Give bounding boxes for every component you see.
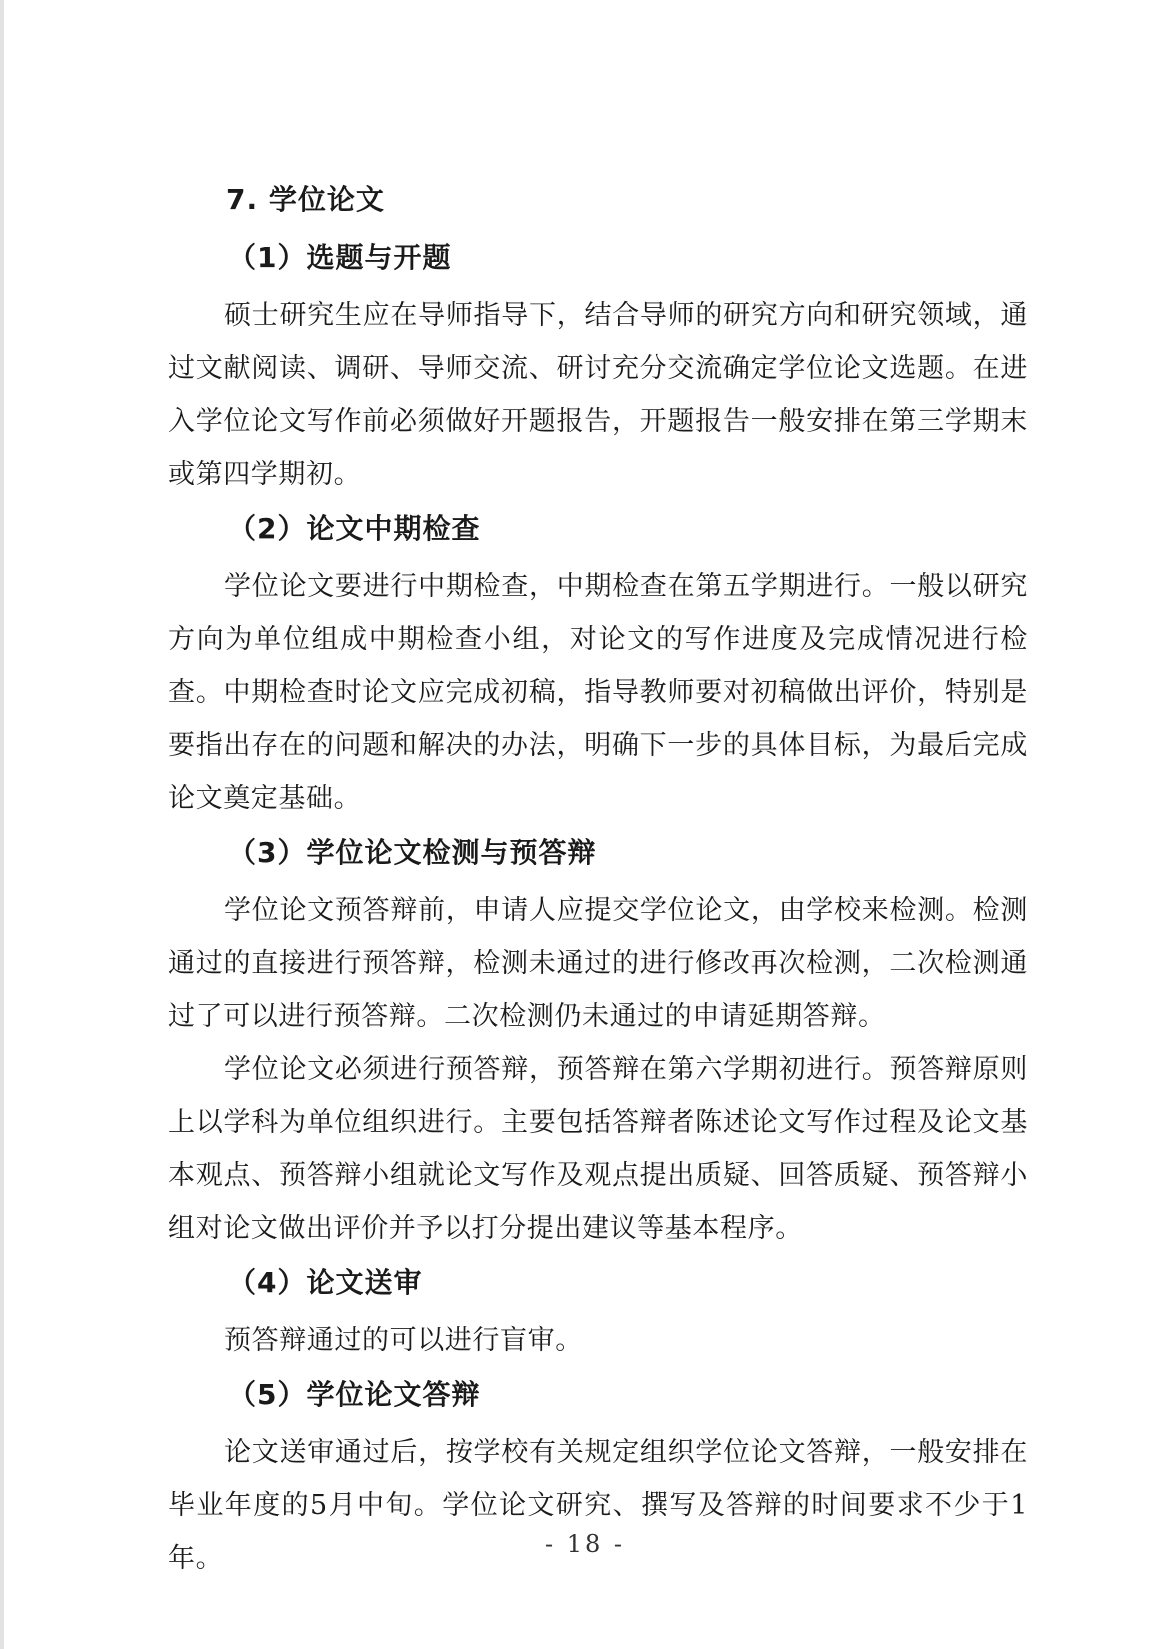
- page-content: [168, 170, 1028, 1585]
- subsection-heading-review: （4）论文送审: [228, 1266, 423, 1299]
- subsection-heading-detection-pre-defense: （3）学位论文检测与预答辩: [228, 836, 597, 869]
- paragraph-pre-defense: 学位论文必须进行预答辩，预答辩在第六学期初进行。预答辩原则上以学科为单位组织进行。主要包括答辩者陈述论文写作过程及论文基本观点、预答辩小组就论文写作及观点提出质疑、回答质疑、预答辩小组对论文做出评价并予以打分提出建议等基本程序。: [168, 1054, 1028, 1244]
- paragraph-defense: 论文送审通过后，按学校有关规定组织学位论文答辩，一般安排在毕业年度的5月中旬。学位论文研究、撰写及答辩的时间要求不少于1年。: [168, 1437, 1028, 1574]
- subsection-heading-topic-selection: （1）选题与开题: [228, 241, 452, 274]
- page-edge-shadow: [0, 0, 4, 1649]
- paragraph-midterm-check: 学位论文要进行中期检查，中期检查在第五学期进行。一般以研究方向为单位组成中期检查小组，对论文的写作进度及完成情况进行检查。中期检查时论文应完成初稿，指导教师要对初稿做出评价，特别是要指出存在的问题和解决的办法，明确下一步的具体目标，为最后完成论文奠定基础。: [168, 571, 1028, 814]
- section-title: 7. 学位论文: [226, 183, 385, 216]
- paragraph-detection: 学位论文预答辩前，申请人应提交学位论文，由学校来检测。检测通过的直接进行预答辩，检测未通过的进行修改再次检测，二次检测通过了可以进行预答辩。二次检测仍未通过的申请延期答辩。: [168, 895, 1028, 1032]
- paragraph-review: 预答辩通过的可以进行盲审。: [224, 1325, 583, 1356]
- subsection-heading-midterm-check: （2）论文中期检查: [228, 512, 481, 545]
- paragraph-topic-selection: 硕士研究生应在导师指导下，结合导师的研究方向和研究领域，通过文献阅读、调研、导师交流、研讨充分交流确定学位论文选题。在进入学位论文写作前必须做好开题报告，开题报告一般安排在第三学期末或第四学期初。: [168, 300, 1028, 490]
- subsection-heading-defense: （5）学位论文答辩: [228, 1378, 481, 1411]
- page-number: - 18 -: [544, 1530, 625, 1558]
